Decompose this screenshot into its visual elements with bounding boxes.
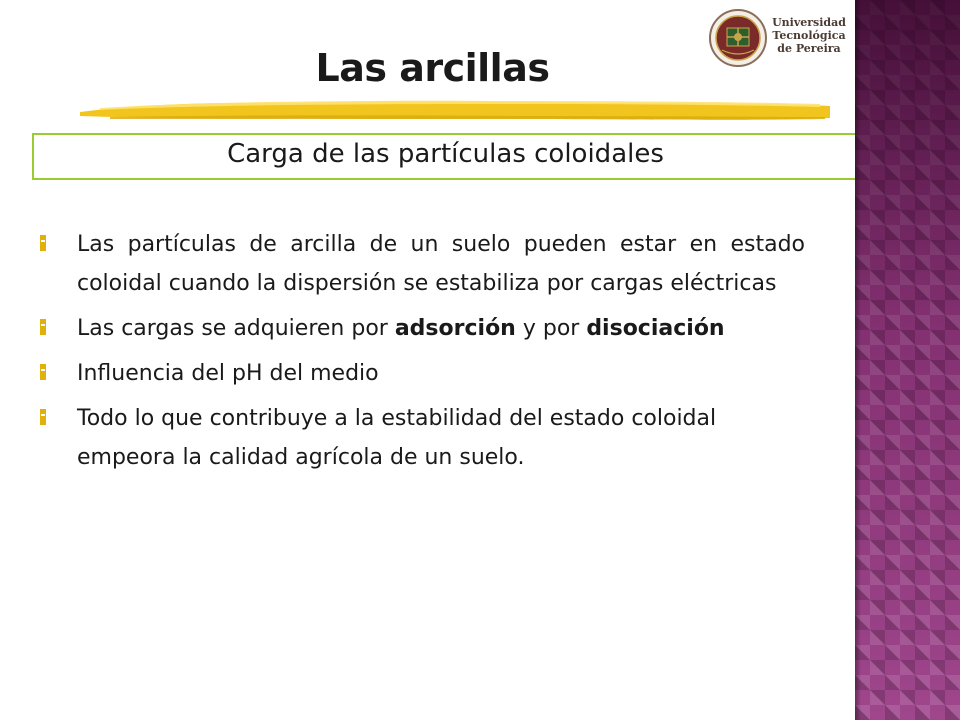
- bullet-item: [40, 225, 805, 303]
- slide-subtitle: Carga de las partículas coloidales: [227, 139, 664, 169]
- bullet-marker-icon: [40, 319, 46, 335]
- bold-term-disociacion: disociación: [586, 316, 725, 341]
- logo-line-2: Tecnológica: [772, 29, 846, 42]
- bullet-item: [40, 354, 805, 393]
- bullet-marker-icon: [40, 235, 46, 251]
- bullet-text: [77, 309, 805, 348]
- logo-line-1: Universidad: [772, 16, 846, 29]
- slide-title: Las arcillas: [315, 46, 550, 90]
- bullet-text: Influencia del pH del medio: [77, 361, 379, 386]
- bullet-list: [40, 225, 805, 477]
- bullet-text: Las partículas de arcilla de un suelo pueden estar en estado coloidal cuando la dispersión se estabiliza por cargas eléctricas: [77, 232, 805, 296]
- logo-line-3: de Pereira: [777, 42, 841, 55]
- bullet-text-part: Las cargas se adquieren por: [77, 316, 395, 341]
- bullet-text: Todo lo que contribuye a la estabilidad del estado coloidal empeora la calidad agrícola de un suelo.: [77, 406, 717, 470]
- bullet-marker-icon: [40, 409, 46, 425]
- bullet-marker-icon: [40, 364, 46, 380]
- title-underline-brush: [80, 90, 830, 126]
- decorative-side-panel: [855, 0, 960, 720]
- bold-term-adsorcion: adsorción: [394, 316, 516, 341]
- bullet-item: [40, 399, 805, 477]
- bullet-text-part: y por: [515, 316, 587, 341]
- subtitle-box: [32, 133, 855, 180]
- bullet-item: [40, 309, 805, 348]
